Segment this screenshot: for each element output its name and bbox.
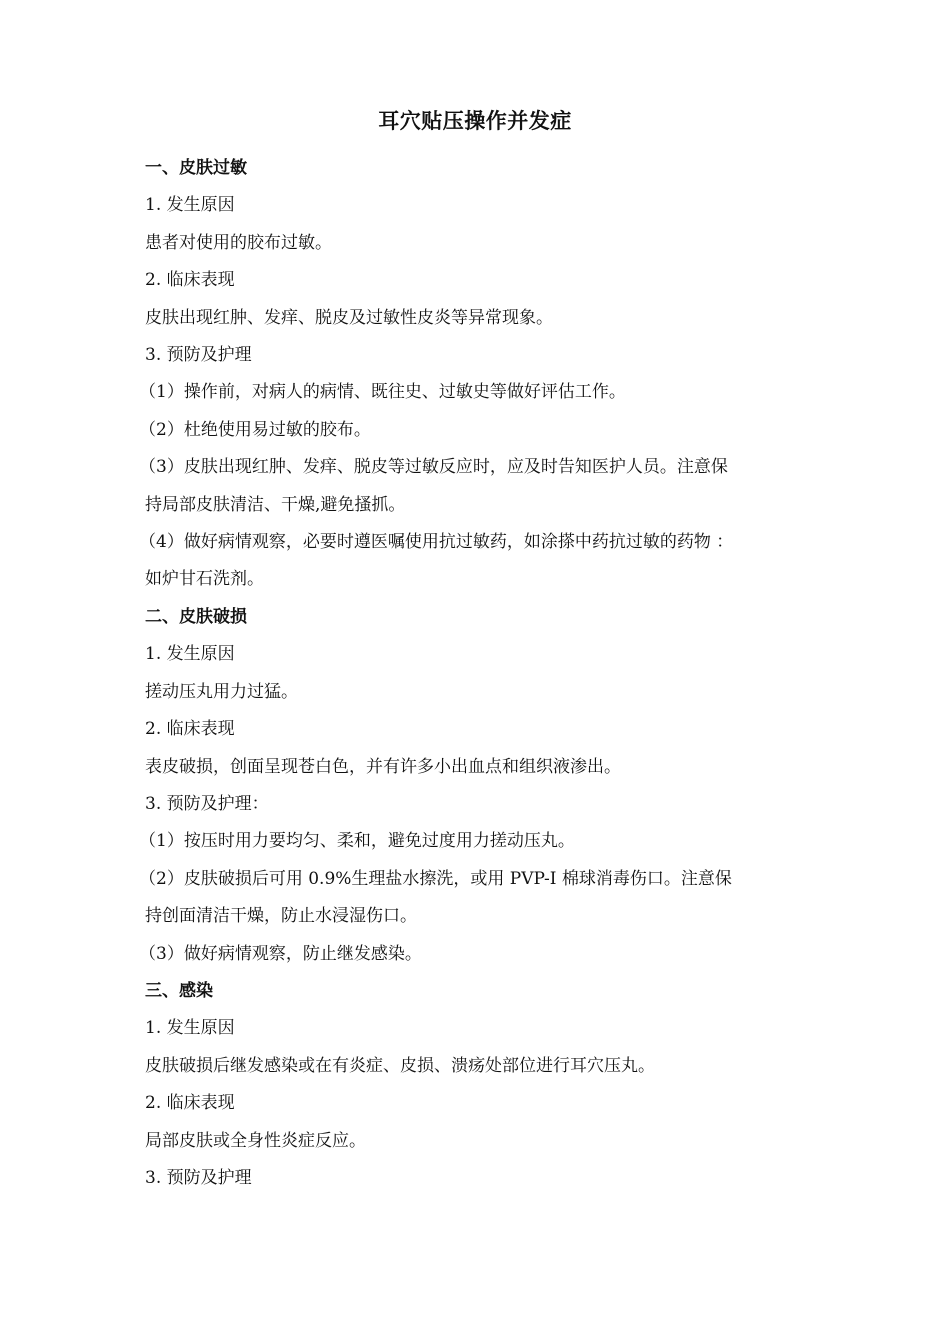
paragraph-line: 患者对使用的胶布过敏。 bbox=[145, 232, 332, 253]
subsection-label: 3. 预防及护理： bbox=[145, 793, 269, 814]
subsection-label: 2. 临床表现 bbox=[145, 719, 235, 740]
list-item-line: （1）按压时用力要均匀、柔和，避免过度用力搓动压丸。 bbox=[139, 831, 575, 852]
document-body bbox=[139, 150, 810, 1197]
section-heading: 三、感染 bbox=[145, 980, 213, 1001]
list-item-line: （3）皮肤出现红肿、发痒、脱皮等过敏反应时，应及时告知医护人员。注意保 bbox=[139, 457, 728, 478]
list-item-line: （4）做好病情观察，必要时遵医嘱使用抗过敏药，如涂搽中药抗过敏的药物 ： bbox=[139, 532, 734, 553]
paragraph-line: 搓动压丸用力过猛。 bbox=[145, 681, 298, 702]
subsection-label: 1. 发生原因 bbox=[145, 644, 235, 665]
paragraph-line: 皮肤破损后继发感染或在有炎症、皮损、溃疡处部位进行耳穴压丸。 bbox=[145, 1055, 655, 1076]
section-heading: 二、皮肤破损 bbox=[145, 606, 247, 627]
subsection-label: 1. 发生原因 bbox=[145, 195, 235, 216]
paragraph-line: 表皮破损，创面呈现苍白色，并有许多小出血点和组织液渗出。 bbox=[145, 756, 621, 777]
list-item-line: （2）皮肤破损后可用 0.9%生理盐水擦洗，或用 PVP-I 棉球消毒伤口。注意保 bbox=[139, 868, 732, 889]
list-item-line: （2）杜绝使用易过敏的胶布。 bbox=[139, 419, 371, 440]
paragraph-line: 持创面清洁干燥，防止水浸湿伤口。 bbox=[145, 906, 417, 927]
paragraph-line: 皮肤出现红肿、发痒、脱皮及过敏性皮炎等异常现象。 bbox=[145, 307, 553, 328]
document-title: 耳穴贴压操作并发症 bbox=[378, 109, 572, 133]
subsection-label: 1. 发生原因 bbox=[145, 1018, 235, 1039]
subsection-label: 3. 预防及护理 bbox=[145, 345, 252, 366]
paragraph-line: 局部皮肤或全身性炎症反应。 bbox=[145, 1130, 366, 1151]
subsection-label: 2. 临床表现 bbox=[145, 1093, 235, 1114]
subsection-label: 2. 临床表现 bbox=[145, 270, 235, 291]
section-heading: 一、皮肤过敏 bbox=[145, 158, 247, 178]
paragraph-line: 如炉甘石洗剂。 bbox=[145, 569, 264, 590]
list-item-line: （1）操作前，对病人的病情、既往史、过敏史等做好评估工作。 bbox=[139, 382, 626, 403]
paragraph-line: 持局部皮肤清洁、干燥,避免搔抓。 bbox=[145, 494, 406, 515]
subsection-label: 3. 预防及护理 bbox=[145, 1167, 252, 1188]
list-item-line: （3）做好病情观察，防止继发感染。 bbox=[139, 943, 422, 964]
